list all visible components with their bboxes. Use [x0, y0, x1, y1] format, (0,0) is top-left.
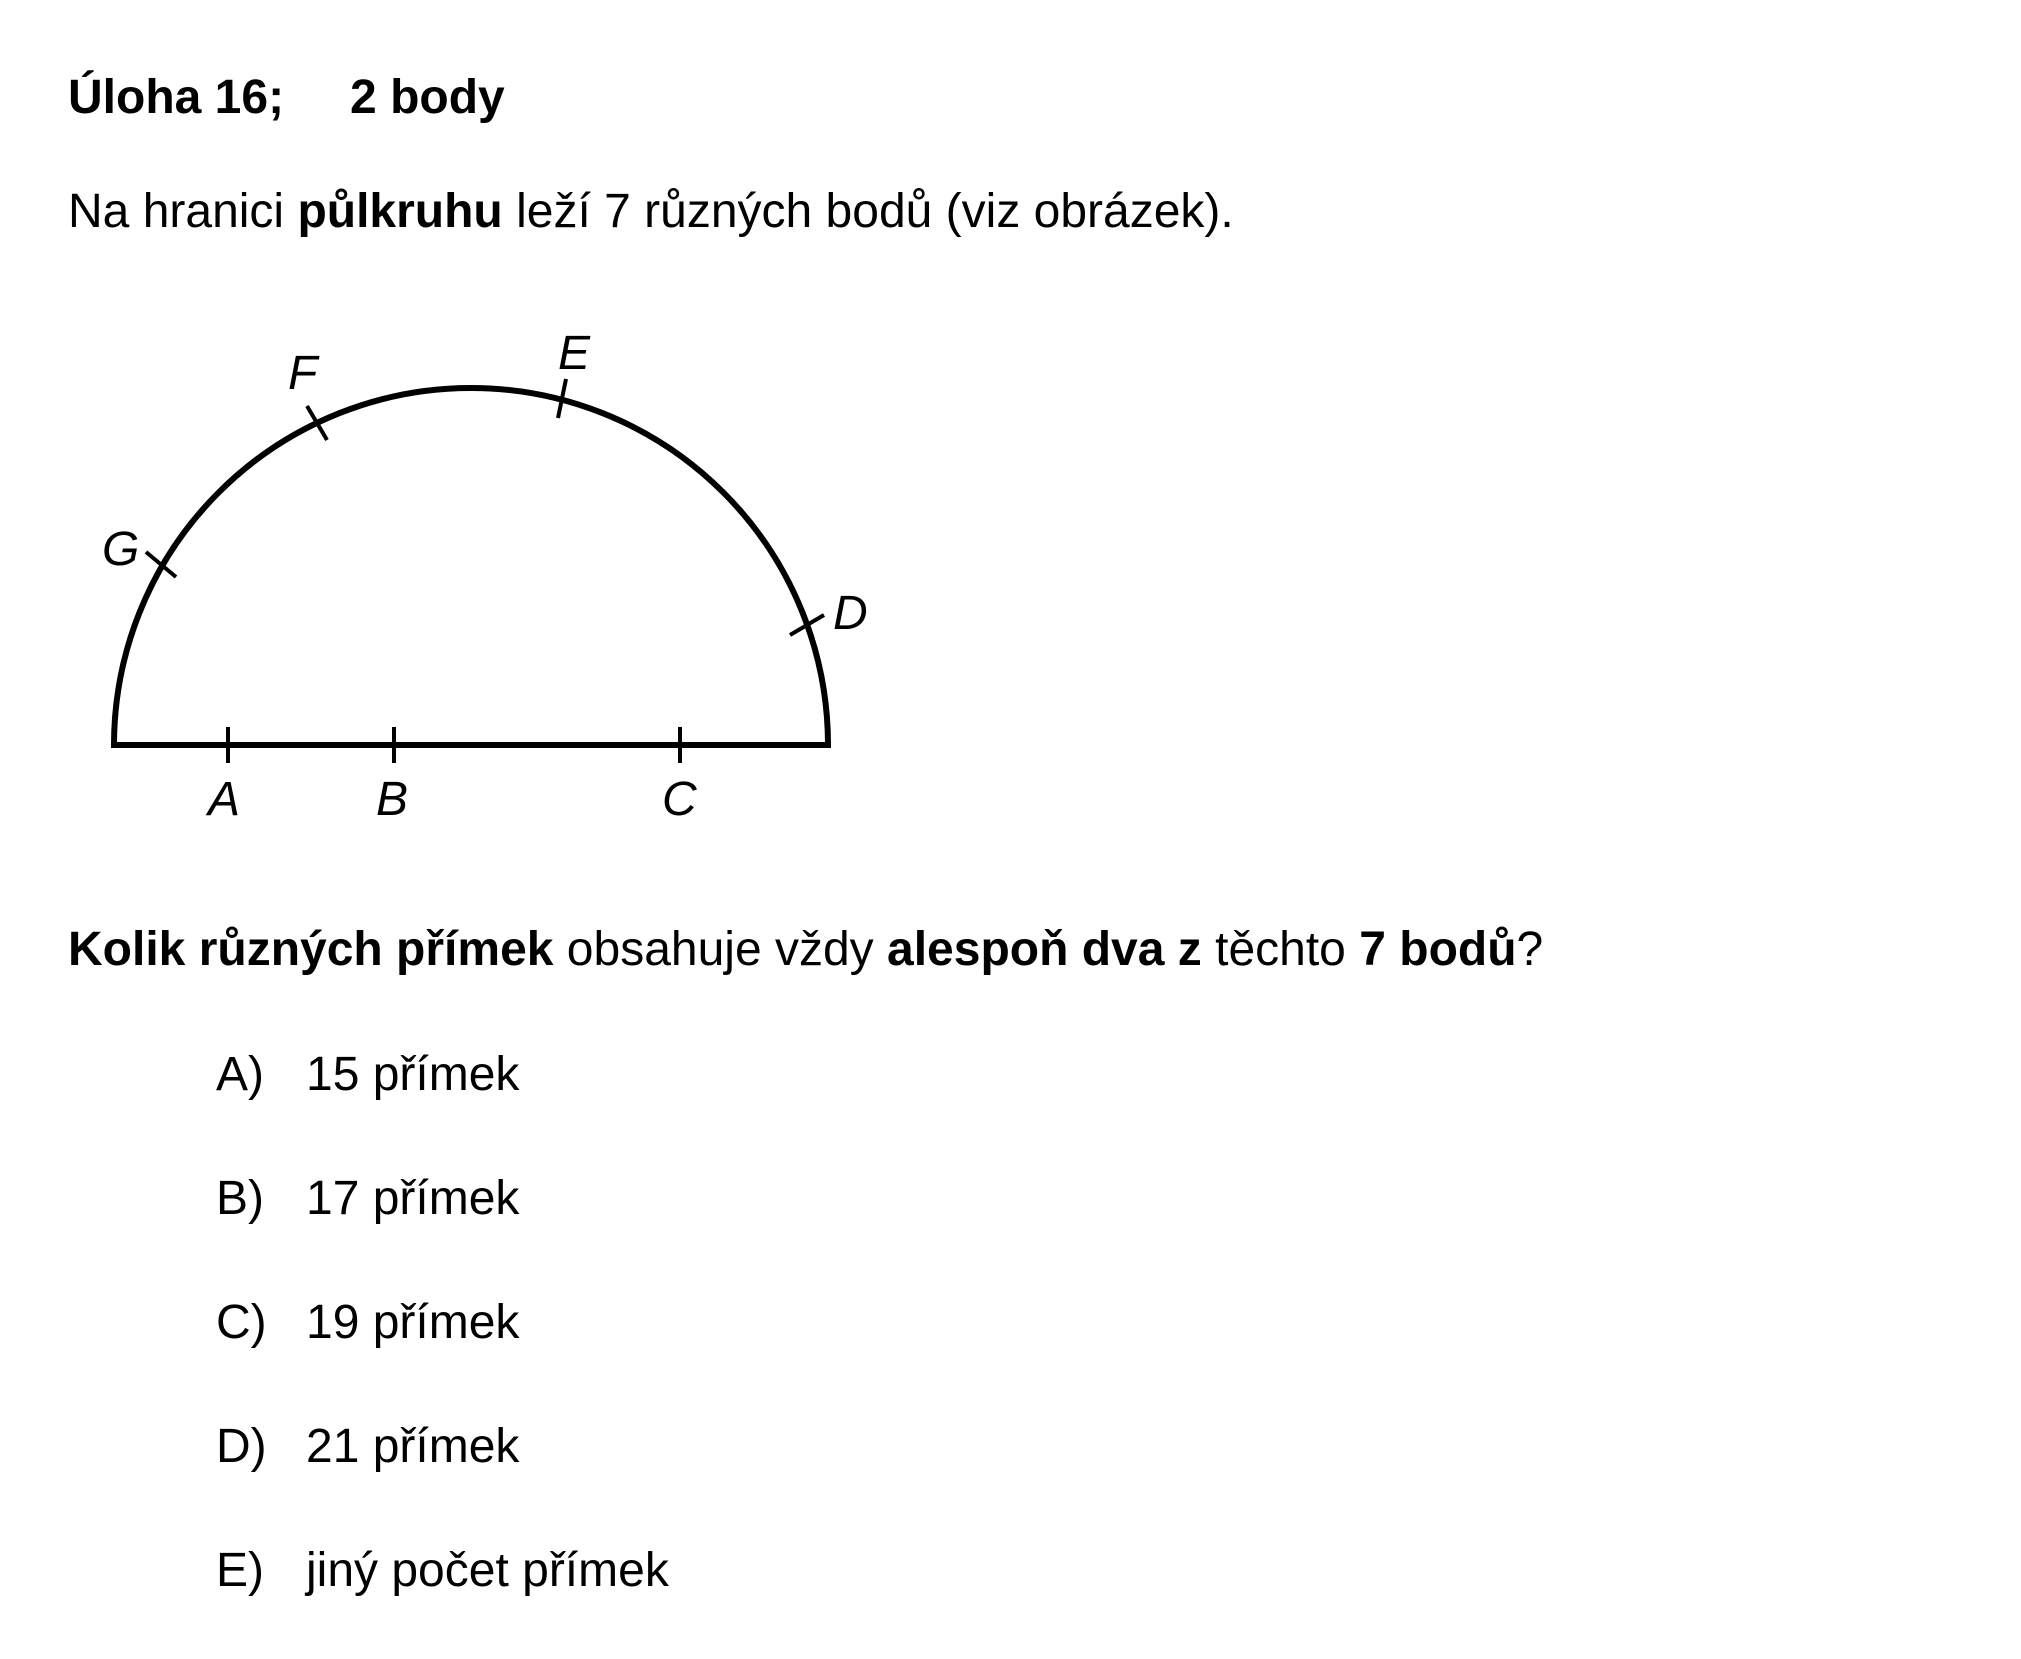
- option-text: 19 přímek: [306, 1296, 520, 1349]
- answer-option-a[interactable]: [216, 1039, 669, 1163]
- task-points: 2 body: [350, 71, 505, 124]
- option-text: 21 přímek: [306, 1420, 520, 1473]
- option-letter: B): [216, 1172, 264, 1225]
- semicircle-outline: [114, 388, 828, 745]
- task-label: Úloha 16;: [68, 71, 285, 124]
- label-d: D: [833, 587, 868, 640]
- label-g: G: [102, 523, 140, 576]
- question-text-2: těchto: [1201, 923, 1360, 976]
- answer-options: [216, 1039, 669, 1659]
- label-b: B: [376, 773, 409, 826]
- intro-part-1: Na hranici: [68, 185, 298, 238]
- option-text: jiný počet přímek: [306, 1544, 669, 1597]
- question-text-3: ?: [1516, 923, 1544, 976]
- question-text-1: obsahuje vždy: [553, 923, 888, 976]
- question-bold-1: Kolik různých přímek: [68, 923, 554, 976]
- option-letter: A): [216, 1048, 264, 1101]
- answer-option-d[interactable]: [216, 1411, 669, 1535]
- option-letter: C): [216, 1296, 267, 1349]
- label-a: A: [208, 773, 241, 826]
- answer-option-c[interactable]: [216, 1287, 669, 1411]
- option-text: 17 přímek: [306, 1172, 520, 1225]
- label-c: C: [662, 773, 697, 826]
- intro-part-2: leží 7 různých bodů (viz obrázek).: [502, 185, 1234, 238]
- answer-option-e[interactable]: [216, 1535, 669, 1659]
- question-bold-3: 7 bodů: [1359, 923, 1517, 976]
- intro-bold-semicircle: půlkruhu: [297, 185, 503, 238]
- option-text: 15 přímek: [306, 1048, 520, 1101]
- option-letter: E): [216, 1544, 264, 1597]
- label-e: E: [558, 327, 591, 380]
- option-letter: D): [216, 1420, 267, 1473]
- question-text: [68, 914, 1543, 986]
- answer-option-b[interactable]: [216, 1163, 669, 1287]
- question-bold-2: alespoň dva z: [887, 923, 1202, 976]
- label-f: F: [288, 347, 318, 400]
